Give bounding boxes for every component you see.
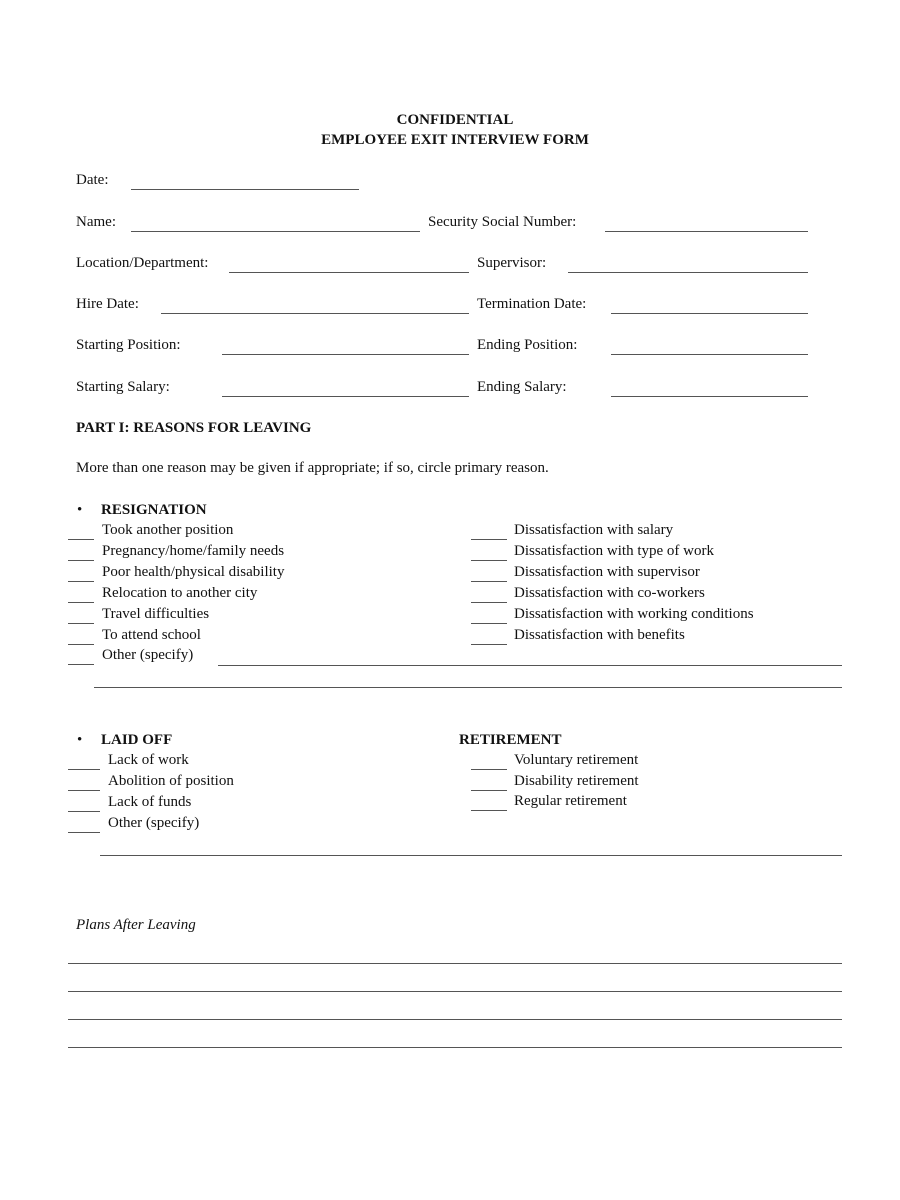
bullet-icon: •: [77, 502, 83, 518]
starting-position-label: Starting Position:: [76, 337, 181, 353]
hire-date-label: Hire Date:: [76, 296, 139, 312]
starting-position-field[interactable]: [222, 354, 469, 355]
resignation-other-field[interactable]: [218, 665, 842, 666]
plans-line-4[interactable]: [68, 1047, 842, 1048]
option-label: Poor health/physical disability: [102, 563, 285, 580]
checkbox-blank[interactable]: [68, 790, 100, 791]
termination-date-label: Termination Date:: [477, 296, 587, 312]
resignation-other-field-2[interactable]: [94, 687, 842, 688]
ssn-label: Security Social Number:: [428, 214, 577, 230]
option-label: Abolition of position: [108, 772, 234, 789]
option-label: Dissatisfaction with salary: [514, 522, 674, 538]
laid-off-heading: LAID OFF: [101, 732, 173, 748]
plans-line-1[interactable]: [68, 963, 842, 964]
option-label: Lack of work: [108, 752, 189, 768]
name-field[interactable]: [131, 231, 420, 232]
ending-salary-field[interactable]: [611, 396, 808, 397]
hire-date-field[interactable]: [161, 313, 469, 314]
termination-date-field[interactable]: [611, 313, 808, 314]
option-label: Pregnancy/home/family needs: [102, 542, 285, 559]
checkbox-blank[interactable]: [471, 602, 507, 603]
date-label: Date:: [76, 172, 109, 188]
option-label: Other (specify): [102, 647, 194, 664]
checkbox-blank[interactable]: [68, 623, 94, 624]
ending-position-label: Ending Position:: [477, 337, 578, 353]
plans-line-3[interactable]: [68, 1019, 842, 1020]
laid-off-other-field[interactable]: [100, 855, 842, 856]
checkbox-blank[interactable]: [68, 602, 94, 603]
starting-salary-field[interactable]: [222, 396, 469, 397]
option-label: Voluntary retirement: [514, 752, 639, 768]
checkbox-blank[interactable]: [471, 769, 507, 770]
option-label: Other (specify): [108, 814, 200, 831]
option-label: To attend school: [102, 626, 201, 643]
plans-line-2[interactable]: [68, 991, 842, 992]
option-label: Regular retirement: [514, 793, 627, 810]
location-label: Location/Department:: [76, 255, 209, 271]
checkbox-blank[interactable]: [68, 581, 94, 582]
part1-instruction: More than one reason may be given if appropriate; if so, circle primary reason.: [76, 460, 549, 476]
retirement-heading: RETIREMENT: [459, 732, 562, 748]
checkbox-blank[interactable]: [68, 664, 94, 665]
location-field[interactable]: [229, 272, 469, 273]
option-label: Dissatisfaction with type of work: [514, 542, 714, 559]
checkbox-blank[interactable]: [68, 769, 100, 770]
bullet-icon: •: [77, 732, 83, 748]
checkbox-blank[interactable]: [471, 539, 507, 540]
option-label: Disability retirement: [514, 772, 639, 789]
starting-salary-label: Starting Salary:: [76, 379, 170, 395]
option-label: Travel difficulties: [102, 605, 210, 622]
plans-heading: Plans After Leaving: [76, 917, 196, 933]
checkbox-blank[interactable]: [471, 810, 507, 811]
ending-position-field[interactable]: [611, 354, 808, 355]
ssn-field[interactable]: [605, 231, 808, 232]
checkbox-blank[interactable]: [471, 790, 507, 791]
option-label: Dissatisfaction with co-workers: [514, 584, 705, 601]
ending-salary-label: Ending Salary:: [477, 379, 567, 395]
resignation-heading: RESIGNATION: [101, 502, 207, 518]
option-label: Dissatisfaction with working conditions: [514, 605, 754, 622]
checkbox-blank[interactable]: [68, 539, 94, 540]
checkbox-blank[interactable]: [68, 644, 94, 645]
option-label: Took another position: [102, 522, 234, 538]
option-label: Dissatisfaction with supervisor: [514, 563, 700, 580]
checkbox-blank[interactable]: [68, 811, 100, 812]
supervisor-label: Supervisor:: [477, 255, 547, 271]
checkbox-blank[interactable]: [68, 832, 100, 833]
part1-heading: PART I: REASONS FOR LEAVING: [76, 420, 312, 436]
form-title: EMPLOYEE EXIT INTERVIEW FORM: [321, 132, 589, 148]
date-field[interactable]: [131, 189, 359, 190]
checkbox-blank[interactable]: [68, 560, 94, 561]
option-label: Dissatisfaction with benefits: [514, 626, 685, 643]
form-confidential-label: CONFIDENTIAL: [396, 112, 514, 128]
checkbox-blank[interactable]: [471, 560, 507, 561]
supervisor-field[interactable]: [568, 272, 808, 273]
name-label: Name:: [76, 214, 116, 230]
checkbox-blank[interactable]: [471, 644, 507, 645]
option-label: Relocation to another city: [102, 584, 258, 601]
checkbox-blank[interactable]: [471, 581, 507, 582]
checkbox-blank[interactable]: [471, 623, 507, 624]
option-label: Lack of funds: [108, 793, 192, 810]
